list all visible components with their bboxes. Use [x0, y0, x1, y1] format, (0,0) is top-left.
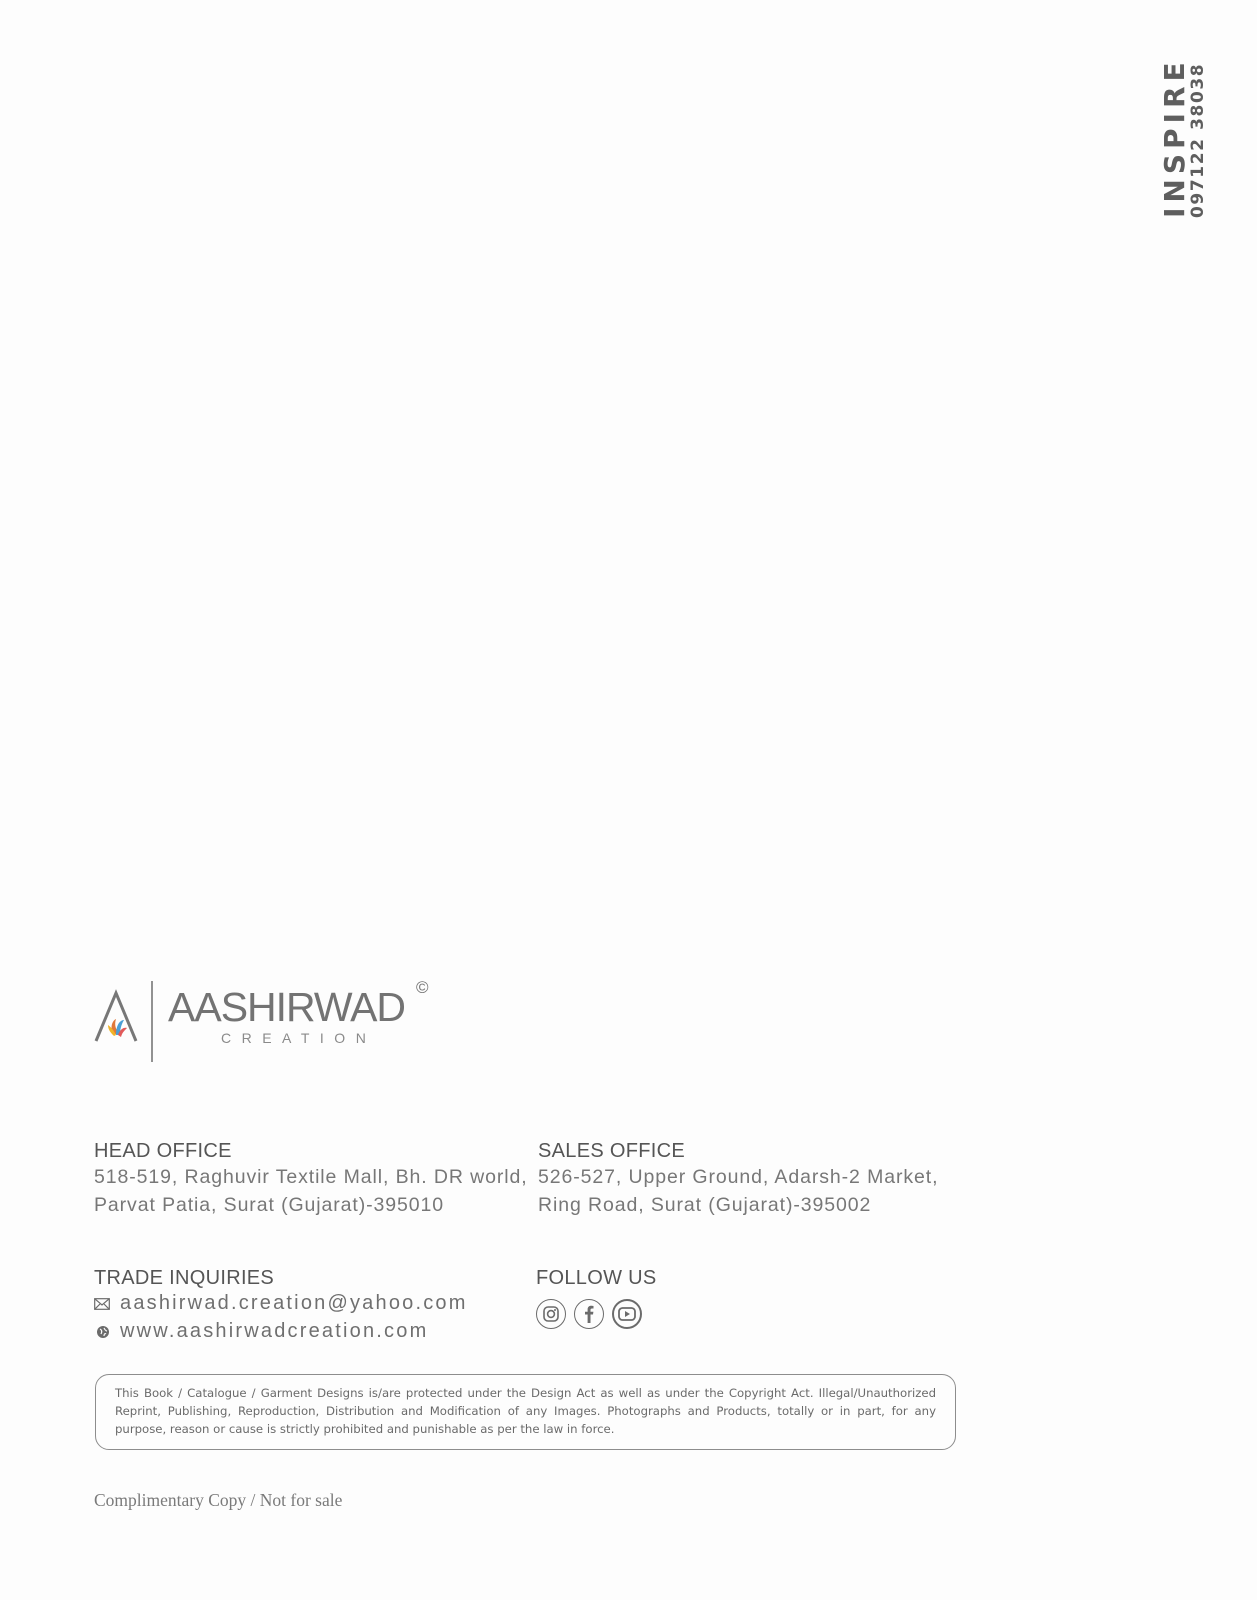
trade-inquiries-heading: TRADE INQUIRIES [94, 1267, 275, 1289]
logo-a-mark-icon [94, 975, 164, 1065]
email-link[interactable]: aashirwad.creation@yahoo.com [120, 1292, 468, 1314]
globe-icon [96, 1325, 110, 1339]
credit-phone: 097122 38038 [1188, 62, 1208, 218]
designer-credit [1158, 57, 1208, 218]
complimentary-copy-note: Complimentary Copy / Not for sale [94, 1490, 343, 1510]
copyright-notice: This Book / Catalogue / Garment Designs is/are protected under the Design Act as well as under the Copyright Act. Illegal/Unauthorized Reprint, Publishing, Reproduction, Distribution and Modification of any Images. Photographs and Products, totally or in part, for any purpose, reason or cause is strictly prohibited and punishable as per the law in force. [95, 1374, 956, 1450]
envelope-icon [94, 1298, 110, 1310]
social-links [536, 1299, 642, 1329]
head-office-heading: HEAD OFFICE [94, 1140, 232, 1162]
email-row[interactable] [94, 1292, 468, 1315]
sales-office-heading: SALES OFFICE [538, 1140, 685, 1162]
head-office-line2: Parvat Patia, Surat (Gujarat)-395010 [94, 1194, 444, 1216]
brand-logo [94, 975, 454, 1065]
website-row[interactable] [96, 1320, 428, 1343]
youtube-icon[interactable] [612, 1299, 642, 1329]
brand-name: AASHIRWAD [168, 984, 406, 1030]
instagram-icon[interactable] [536, 1299, 566, 1329]
sales-office-line1: 526-527, Upper Ground, Adarsh-2 Market, [538, 1166, 939, 1188]
facebook-icon[interactable] [574, 1299, 604, 1329]
website-link[interactable]: www.aashirwadcreation.com [120, 1320, 429, 1342]
brand-subtitle: CREATION [221, 1030, 377, 1046]
follow-us-heading: FOLLOW US [536, 1267, 657, 1289]
sales-office-line2: Ring Road, Surat (Gujarat)-395002 [538, 1194, 872, 1216]
head-office-line1: 518-519, Raghuvir Textile Mall, Bh. DR world, [94, 1166, 528, 1188]
copyright-mark: © [416, 978, 429, 997]
credit-name: INSPIRE [1158, 57, 1191, 218]
